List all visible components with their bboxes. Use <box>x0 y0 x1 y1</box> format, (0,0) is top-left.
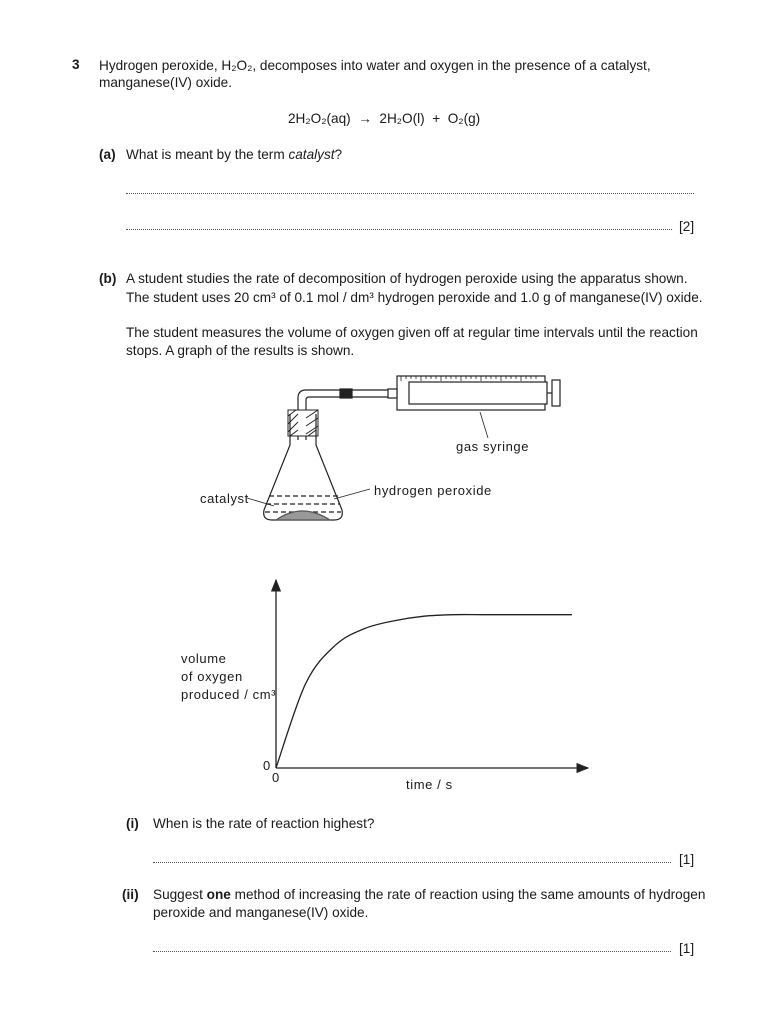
question-intro-line2: manganese(IV) oxide. <box>99 75 232 90</box>
part-b-ii-prefix: Suggest <box>153 887 207 902</box>
part-b-ii-question <box>153 887 705 902</box>
part-a-question-suffix: ? <box>334 147 343 162</box>
answer-line-b-i[interactable] <box>153 862 671 863</box>
part-a-question-prefix: What is meant by the term <box>126 147 289 162</box>
y-axis-origin-label: 0 <box>263 758 271 773</box>
intro-formula: H₂O₂ <box>221 58 253 73</box>
answer-line-b-ii[interactable] <box>153 951 671 952</box>
label-catalyst: catalyst <box>200 491 249 506</box>
part-b-para1-line2: The student uses 20 cm³ of 0.1 mol / dm³ hydrogen peroxide and 1.0 g of manganese(IV) oxide. <box>126 290 703 305</box>
y-axis-label-line3: produced / cm³ <box>181 687 277 702</box>
part-b-i-label: (i) <box>126 816 139 831</box>
answer-line-a2[interactable] <box>126 229 672 230</box>
part-a-question <box>126 147 342 162</box>
x-axis-origin-label: 0 <box>272 770 280 785</box>
intro-prefix: Hydrogen peroxide, <box>99 58 222 73</box>
answer-line-a1[interactable] <box>126 193 694 194</box>
question-intro <box>99 57 696 75</box>
oxygen-volume-graph <box>260 572 600 782</box>
gas-syringe <box>397 376 560 410</box>
intro-suffix: , decomposes into water and oxygen in the presence of a catalyst, <box>252 58 651 73</box>
equation: 2H₂O₂(aq) → 2H₂O(l) + O₂(g) <box>288 111 481 126</box>
part-b-ii-label: (ii) <box>122 887 139 902</box>
label-gas-syringe: gas syringe <box>456 439 530 454</box>
part-b-ii-question-line2: peroxide and manganese(IV) oxide. <box>153 905 369 920</box>
part-b-para2-line2: stops. A graph of the results is shown. <box>126 343 355 358</box>
stopper <box>288 410 318 436</box>
part-b-i-question: When is the rate of reaction highest? <box>153 816 375 831</box>
part-a-label: (a) <box>99 147 116 162</box>
part-b-label: (b) <box>99 271 117 286</box>
apparatus-diagram <box>190 370 590 535</box>
y-axis-label-line2: of oxygen <box>181 669 243 684</box>
series-line <box>276 615 572 768</box>
syringe-scale <box>401 376 536 381</box>
part-b-para1-line1: A student studies the rate of decomposition of hydrogen peroxide using the apparatus shown. <box>126 271 688 286</box>
question-number: 3 <box>72 57 80 72</box>
part-b-para2-line1: The student measures the volume of oxygen given off at regular time intervals until the reaction <box>126 325 698 340</box>
x-axis-label: time / s <box>406 777 453 792</box>
part-b-ii-marks: [1] <box>679 941 695 956</box>
part-b-i-marks: [1] <box>679 852 695 867</box>
part-a-term: catalyst <box>288 147 335 162</box>
label-hydrogen-peroxide: hydrogen peroxide <box>374 483 492 498</box>
y-axis-label-line1: volume <box>181 651 227 666</box>
part-b-ii-bold: one <box>206 887 231 902</box>
part-a-marks: [2] <box>679 219 695 234</box>
part-b-ii-suffix: method of increasing the rate of reaction using the same amounts of hydrogen <box>230 887 706 902</box>
